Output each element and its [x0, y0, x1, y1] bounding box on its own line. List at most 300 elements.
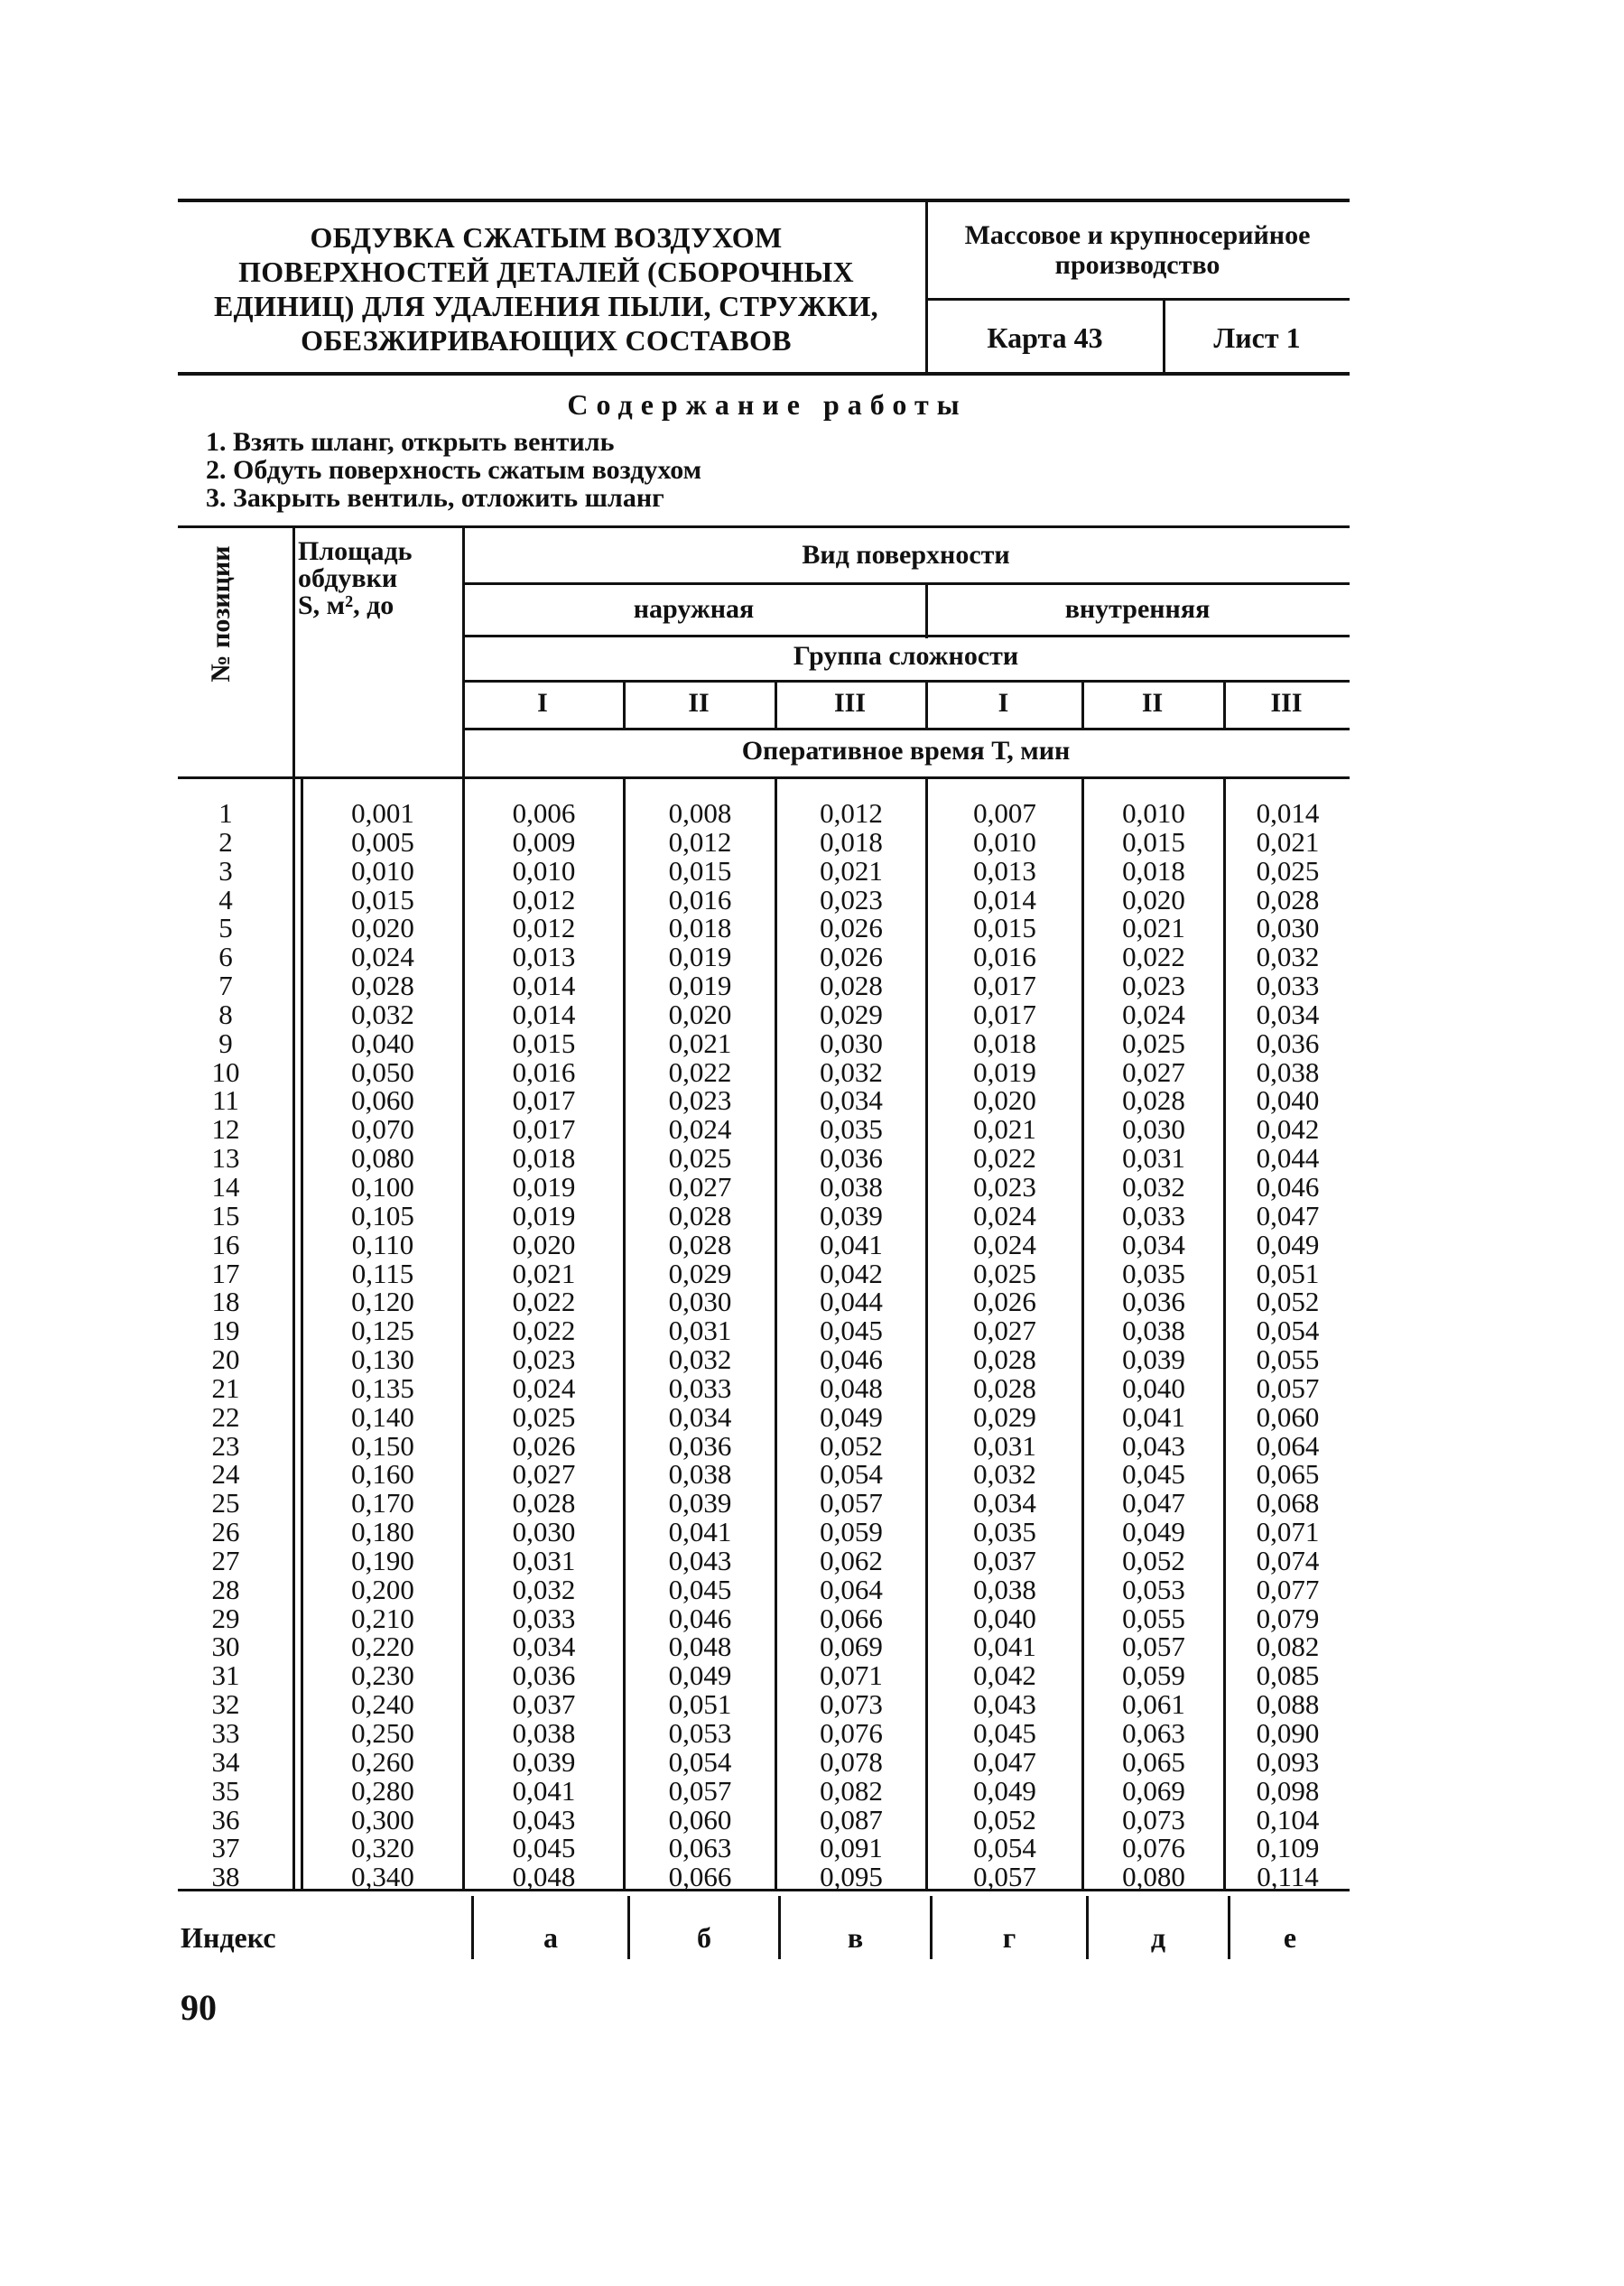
production-line: Массовое и крупносерийное: [964, 220, 1311, 250]
area-cell: 0,015: [351, 883, 414, 915]
area-header-line: S, м², до: [298, 590, 394, 620]
time-cell: 0,034: [973, 1487, 1036, 1519]
time-cell: 0,054: [820, 1458, 883, 1491]
operative-time-header: Оперативное время Т, мин: [741, 736, 1071, 766]
time-cell: 0,038: [973, 1573, 1036, 1605]
time-cell: 0,079: [1256, 1602, 1320, 1634]
area-cell: 0,010: [351, 854, 414, 887]
time-cell: 0,012: [820, 797, 883, 829]
surface-type-header: Вид поверхности: [802, 540, 1010, 570]
work-content-title: Содержание работы: [567, 388, 968, 421]
time-cell: 0,055: [1256, 1343, 1320, 1376]
position-cell: 2: [218, 825, 233, 858]
area-cell: 0,120: [351, 1286, 414, 1318]
pos-col-line: [292, 525, 295, 1889]
time-cell: 0,012: [512, 912, 576, 944]
time-cell: 0,057: [1256, 1371, 1320, 1404]
area-cell: 0,040: [351, 1027, 414, 1059]
position-cell: 12: [211, 1113, 240, 1146]
time-cell: 0,045: [973, 1717, 1036, 1749]
position-cell: 11: [212, 1084, 239, 1117]
time-cell: 0,026: [512, 1429, 576, 1462]
time-cell: 0,026: [820, 941, 883, 973]
time-cell: 0,025: [1122, 1027, 1185, 1059]
time-cell: 0,034: [668, 1400, 732, 1433]
time-cell: 0,024: [512, 1371, 576, 1404]
time-cell: 0,028: [512, 1487, 576, 1519]
position-cell: 21: [211, 1371, 240, 1404]
time-cell: 0,033: [512, 1602, 576, 1634]
time-cell: 0,035: [973, 1516, 1036, 1548]
time-cell: 0,047: [1122, 1487, 1185, 1519]
position-cell: 16: [211, 1228, 240, 1260]
time-cell: 0,077: [1256, 1573, 1320, 1605]
time-cell: 0,020: [1122, 883, 1185, 915]
time-cell: 0,018: [820, 825, 883, 858]
area-cell: 0,150: [351, 1429, 414, 1462]
time-cell: 0,020: [512, 1228, 576, 1260]
time-cell: 0,031: [668, 1315, 732, 1347]
time-cell: 0,095: [820, 1861, 883, 1893]
time-cell: 0,068: [1256, 1487, 1320, 1519]
position-cell: 18: [211, 1286, 240, 1318]
time-cell: 0,023: [512, 1343, 576, 1376]
time-cell: 0,021: [1256, 825, 1320, 858]
time-cell: 0,065: [1256, 1458, 1320, 1491]
area-cell: 0,115: [351, 1257, 414, 1289]
time-cell: 0,026: [820, 912, 883, 944]
time-cell: 0,010: [973, 825, 1036, 858]
header-bottom-rule: [178, 372, 1350, 376]
time-cell: 0,080: [1122, 1861, 1185, 1893]
group-label: III: [1270, 688, 1303, 718]
area-cell: 0,250: [351, 1717, 414, 1749]
position-cell: 14: [211, 1170, 240, 1203]
area-cell: 0,230: [351, 1659, 414, 1692]
position-cell: 30: [211, 1631, 240, 1663]
time-cell: 0,028: [973, 1343, 1036, 1376]
area-cell: 0,001: [351, 797, 414, 829]
time-cell: 0,069: [1122, 1774, 1185, 1807]
work-step: 2. Обдуть поверхность сжатым воздухом: [206, 455, 702, 485]
time-cell: 0,010: [512, 854, 576, 887]
position-cell: 24: [211, 1458, 240, 1491]
time-cell: 0,032: [512, 1573, 576, 1605]
time-cell: 0,014: [1256, 797, 1320, 829]
title-line: ЕДИНИЦ) ДЛЯ УДАЛЕНИЯ ПЫЛИ, СТРУЖКИ,: [214, 290, 878, 322]
time-cell: 0,053: [1122, 1573, 1185, 1605]
position-cell: 31: [211, 1659, 240, 1692]
time-cell: 0,087: [820, 1803, 883, 1835]
time-cell: 0,024: [973, 1228, 1036, 1260]
area-cell: 0,240: [351, 1688, 414, 1721]
time-cell: 0,009: [512, 825, 576, 858]
table-top-rule: [178, 525, 1350, 528]
area-cell: 0,140: [351, 1400, 414, 1433]
time-cell: 0,054: [668, 1745, 732, 1778]
time-cell: 0,066: [668, 1861, 732, 1893]
time-cell: 0,046: [668, 1602, 732, 1634]
groups-rule: [462, 728, 1350, 730]
time-cell: 0,028: [973, 1371, 1036, 1404]
time-cell: 0,057: [820, 1487, 883, 1519]
outer-inner-rule: [462, 635, 1350, 637]
time-cell: 0,024: [668, 1113, 732, 1146]
time-cell: 0,033: [1256, 970, 1320, 1002]
position-cell: 33: [211, 1717, 240, 1749]
time-cell: 0,090: [1256, 1717, 1320, 1749]
time-cell: 0,020: [668, 998, 732, 1030]
work-steps: [206, 428, 701, 512]
time-cell: 0,051: [1256, 1257, 1320, 1289]
card-number: Карта 43: [987, 321, 1103, 354]
time-cell: 0,043: [512, 1803, 576, 1835]
time-cell: 0,042: [973, 1659, 1036, 1692]
position-cell: 23: [211, 1429, 240, 1462]
time-cell: 0,014: [512, 998, 576, 1030]
position-cell: 9: [218, 1027, 233, 1059]
position-cell: 22: [211, 1400, 240, 1433]
time-cell: 0,027: [512, 1458, 576, 1491]
time-cell: 0,015: [512, 1027, 576, 1059]
time-cell: 0,074: [1256, 1544, 1320, 1576]
group-label: II: [1141, 688, 1164, 718]
time-cell: 0,098: [1256, 1774, 1320, 1807]
time-cell: 0,031: [973, 1429, 1036, 1462]
time-cell: 0,022: [668, 1055, 732, 1088]
time-cell: 0,025: [512, 1400, 576, 1433]
work-step: 3. Закрыть вентиль, отложить шланг: [206, 483, 664, 513]
time-cell: 0,051: [668, 1688, 732, 1721]
area-cell: 0,340: [351, 1861, 414, 1893]
time-cell: 0,015: [1122, 825, 1185, 858]
time-cell: 0,049: [973, 1774, 1036, 1807]
area-cell: 0,028: [351, 970, 414, 1002]
time-cell: 0,042: [1256, 1113, 1320, 1146]
time-cell: 0,016: [512, 1055, 576, 1088]
time-cell: 0,055: [1122, 1602, 1185, 1634]
time-cell: 0,029: [973, 1400, 1036, 1433]
area-cell: 0,210: [351, 1602, 414, 1634]
area-cell: 0,260: [351, 1745, 414, 1778]
production-type: [925, 220, 1350, 280]
complexity-rule: [462, 680, 1350, 683]
time-cell: 0,047: [1256, 1199, 1320, 1231]
time-cell: 0,088: [1256, 1688, 1320, 1721]
time-cell: 0,017: [512, 1113, 576, 1146]
time-cell: 0,032: [668, 1343, 732, 1376]
time-cell: 0,046: [1256, 1170, 1320, 1203]
position-cell: 38: [211, 1861, 240, 1893]
time-cell: 0,076: [1122, 1832, 1185, 1864]
time-cell: 0,073: [820, 1688, 883, 1721]
time-cell: 0,034: [820, 1084, 883, 1117]
area-cell: 0,105: [351, 1199, 414, 1231]
area-cell: 0,070: [351, 1113, 414, 1146]
area-cell: 0,032: [351, 998, 414, 1030]
area-cell: 0,180: [351, 1516, 414, 1548]
time-cell: 0,043: [1122, 1429, 1185, 1462]
position-cell: 25: [211, 1487, 240, 1519]
time-cell: 0,039: [1122, 1343, 1185, 1376]
time-cell: 0,040: [1122, 1371, 1185, 1404]
position-cell: 34: [211, 1745, 240, 1778]
time-cell: 0,045: [668, 1573, 732, 1605]
area-cell: 0,125: [351, 1315, 414, 1347]
time-cell: 0,042: [820, 1257, 883, 1289]
area-cell: 0,050: [351, 1055, 414, 1088]
area-cell: 0,005: [351, 825, 414, 858]
time-cell: 0,064: [820, 1573, 883, 1605]
time-cell: 0,021: [668, 1027, 732, 1059]
time-cell: 0,021: [1122, 912, 1185, 944]
time-cell: 0,017: [512, 1084, 576, 1117]
time-cell: 0,028: [668, 1228, 732, 1260]
time-cell: 0,030: [512, 1516, 576, 1548]
time-cell: 0,073: [1122, 1803, 1185, 1835]
time-cell: 0,020: [973, 1084, 1036, 1117]
time-cell: 0,018: [973, 1027, 1036, 1059]
time-cell: 0,014: [512, 970, 576, 1002]
group-label: I: [998, 688, 1009, 718]
time-cell: 0,053: [668, 1717, 732, 1749]
area-cell: 0,320: [351, 1832, 414, 1864]
area-cell: 0,220: [351, 1631, 414, 1663]
outer-group-3-column: [777, 799, 925, 1891]
time-cell: 0,093: [1256, 1745, 1320, 1778]
time-cell: 0,057: [973, 1861, 1036, 1893]
time-cell: 0,026: [973, 1286, 1036, 1318]
time-cell: 0,013: [512, 941, 576, 973]
inner-group-3-column: [1226, 799, 1350, 1891]
outer-group-2-column: [626, 799, 775, 1891]
complexity-header: Группа сложности: [793, 641, 1019, 671]
position-cell: 17: [211, 1257, 240, 1289]
inner-group-1-column: [928, 799, 1081, 1891]
index-label: Индекс: [181, 1921, 276, 1954]
area-cell: 0,020: [351, 912, 414, 944]
time-cell: 0,015: [973, 912, 1036, 944]
time-cell: 0,007: [973, 797, 1036, 829]
time-cell: 0,043: [973, 1688, 1036, 1721]
time-cell: 0,017: [973, 998, 1036, 1030]
time-cell: 0,041: [668, 1516, 732, 1548]
position-cell: 37: [211, 1832, 240, 1864]
area-header-line: Площадь: [298, 536, 413, 566]
position-cell: 35: [211, 1774, 240, 1807]
time-cell: 0,045: [1122, 1458, 1185, 1491]
time-cell: 0,023: [1122, 970, 1185, 1002]
time-cell: 0,018: [1122, 854, 1185, 887]
time-cell: 0,032: [820, 1055, 883, 1088]
time-cell: 0,030: [820, 1027, 883, 1059]
time-cell: 0,091: [820, 1832, 883, 1864]
top-rule: [178, 199, 1350, 202]
time-cell: 0,064: [1256, 1429, 1320, 1462]
time-cell: 0,047: [973, 1745, 1036, 1778]
time-cell: 0,052: [1122, 1544, 1185, 1576]
time-cell: 0,028: [1256, 883, 1320, 915]
time-cell: 0,022: [973, 1142, 1036, 1175]
time-cell: 0,063: [668, 1832, 732, 1864]
time-cell: 0,021: [820, 854, 883, 887]
time-cell: 0,036: [668, 1429, 732, 1462]
position-cell: 6: [218, 941, 233, 973]
time-cell: 0,061: [1122, 1688, 1185, 1721]
area-cell: 0,280: [351, 1774, 414, 1807]
time-cell: 0,044: [820, 1286, 883, 1318]
time-cell: 0,038: [512, 1717, 576, 1749]
time-cell: 0,059: [1122, 1659, 1185, 1692]
time-cell: 0,065: [1122, 1745, 1185, 1778]
time-cell: 0,041: [820, 1228, 883, 1260]
time-cell: 0,034: [512, 1631, 576, 1663]
time-cell: 0,045: [512, 1832, 576, 1864]
time-cell: 0,027: [1122, 1055, 1185, 1088]
position-cell: 1: [218, 797, 233, 829]
group-label: II: [688, 688, 710, 718]
time-cell: 0,021: [512, 1257, 576, 1289]
time-cell: 0,037: [973, 1544, 1036, 1576]
time-cell: 0,032: [1256, 941, 1320, 973]
time-cell: 0,025: [1256, 854, 1320, 887]
time-cell: 0,035: [1122, 1257, 1185, 1289]
index-value: а: [543, 1921, 558, 1954]
time-cell: 0,022: [512, 1315, 576, 1347]
area-cell: 0,190: [351, 1544, 414, 1576]
time-cell: 0,038: [668, 1458, 732, 1491]
time-cell: 0,114: [1257, 1861, 1319, 1893]
production-line: производство: [1054, 250, 1220, 280]
time-cell: 0,030: [668, 1286, 732, 1318]
time-cell: 0,052: [820, 1429, 883, 1462]
time-cell: 0,062: [820, 1544, 883, 1576]
time-cell: 0,071: [1256, 1516, 1320, 1548]
title-line: ПОВЕРХНОСТЕЙ ДЕТАЛЕЙ (СБОРОЧНЫХ: [238, 256, 854, 288]
position-cell: 29: [211, 1602, 240, 1634]
position-column: [203, 799, 248, 1891]
time-cell: 0,019: [512, 1199, 576, 1231]
time-cell: 0,039: [820, 1199, 883, 1231]
time-cell: 0,036: [1256, 1027, 1320, 1059]
time-cell: 0,014: [973, 883, 1036, 915]
time-cell: 0,010: [1122, 797, 1185, 829]
time-cell: 0,016: [973, 941, 1036, 973]
time-cell: 0,054: [973, 1832, 1036, 1864]
time-cell: 0,060: [1256, 1400, 1320, 1433]
position-cell: 28: [211, 1573, 240, 1605]
time-cell: 0,041: [512, 1774, 576, 1807]
area-column: [303, 799, 462, 1891]
index-value: б: [697, 1921, 711, 1954]
time-cell: 0,024: [973, 1199, 1036, 1231]
area-cell: 0,060: [351, 1084, 414, 1117]
time-cell: 0,032: [973, 1458, 1036, 1491]
time-cell: 0,049: [820, 1400, 883, 1433]
position-cell: 7: [218, 970, 233, 1002]
time-cell: 0,066: [820, 1602, 883, 1634]
time-cell: 0,030: [1256, 912, 1320, 944]
time-cell: 0,034: [1122, 1228, 1185, 1260]
time-cell: 0,048: [820, 1371, 883, 1404]
position-cell: 20: [211, 1343, 240, 1376]
position-cell: 10: [211, 1055, 240, 1088]
time-cell: 0,036: [820, 1142, 883, 1175]
time-cell: 0,028: [820, 970, 883, 1002]
time-cell: 0,017: [973, 970, 1036, 1002]
time-cell: 0,048: [512, 1861, 576, 1893]
time-cell: 0,028: [668, 1199, 732, 1231]
time-cell: 0,109: [1256, 1832, 1320, 1864]
area-header-line: обдувки: [298, 563, 398, 593]
time-cell: 0,085: [1256, 1659, 1320, 1692]
time-cell: 0,049: [1122, 1516, 1185, 1548]
area-cell: 0,100: [351, 1170, 414, 1203]
time-cell: 0,031: [512, 1544, 576, 1576]
position-cell: 32: [211, 1688, 240, 1721]
time-cell: 0,069: [820, 1631, 883, 1663]
time-cell: 0,036: [1122, 1286, 1185, 1318]
time-cell: 0,038: [820, 1170, 883, 1203]
time-cell: 0,041: [1122, 1400, 1185, 1433]
time-cell: 0,082: [820, 1774, 883, 1807]
time-cell: 0,057: [1122, 1631, 1185, 1663]
index-value: г: [1002, 1921, 1016, 1954]
time-cell: 0,027: [973, 1315, 1036, 1347]
index-value: в: [847, 1921, 864, 1954]
position-cell: 3: [218, 854, 233, 887]
page-number: 90: [181, 1987, 217, 2028]
time-cell: 0,044: [1256, 1142, 1320, 1175]
position-cell: 27: [211, 1544, 240, 1576]
position-cell: 36: [211, 1803, 240, 1835]
time-cell: 0,037: [512, 1688, 576, 1721]
time-cell: 0,046: [820, 1343, 883, 1376]
time-cell: 0,013: [973, 854, 1036, 887]
index-value: е: [1283, 1921, 1297, 1954]
header-mid-rule: [925, 298, 1350, 301]
inner-surface-header: внутренняя: [1064, 594, 1211, 624]
time-cell: 0,022: [1122, 941, 1185, 973]
title-line: ОБДУВКА СЖАТЫМ ВОЗДУХОМ: [310, 221, 783, 254]
work-step: 1. Взять шланг, открыть вентиль: [206, 427, 615, 457]
area-cell: 0,024: [351, 941, 414, 973]
time-cell: 0,104: [1256, 1803, 1320, 1835]
outer-surface-header: наружная: [633, 594, 755, 624]
time-cell: 0,036: [512, 1659, 576, 1692]
inner-group-2-column: [1084, 799, 1223, 1891]
time-cell: 0,076: [820, 1717, 883, 1749]
outer-group-1-column: [465, 799, 623, 1891]
area-cell: 0,135: [351, 1371, 414, 1404]
surface-rule: [462, 582, 1350, 585]
index-value: д: [1150, 1921, 1166, 1954]
time-cell: 0,019: [668, 941, 732, 973]
time-cell: 0,039: [512, 1745, 576, 1778]
time-cell: 0,043: [668, 1544, 732, 1576]
position-cell: 4: [218, 883, 233, 915]
time-cell: 0,019: [512, 1170, 576, 1203]
position-cell: 5: [218, 912, 233, 944]
area-cell: 0,170: [351, 1487, 414, 1519]
time-cell: 0,032: [1122, 1170, 1185, 1203]
time-cell: 0,049: [668, 1659, 732, 1692]
time-cell: 0,038: [1122, 1315, 1185, 1347]
area-cell: 0,200: [351, 1573, 414, 1605]
time-cell: 0,018: [668, 912, 732, 944]
position-cell: 8: [218, 998, 233, 1030]
time-cell: 0,025: [668, 1142, 732, 1175]
